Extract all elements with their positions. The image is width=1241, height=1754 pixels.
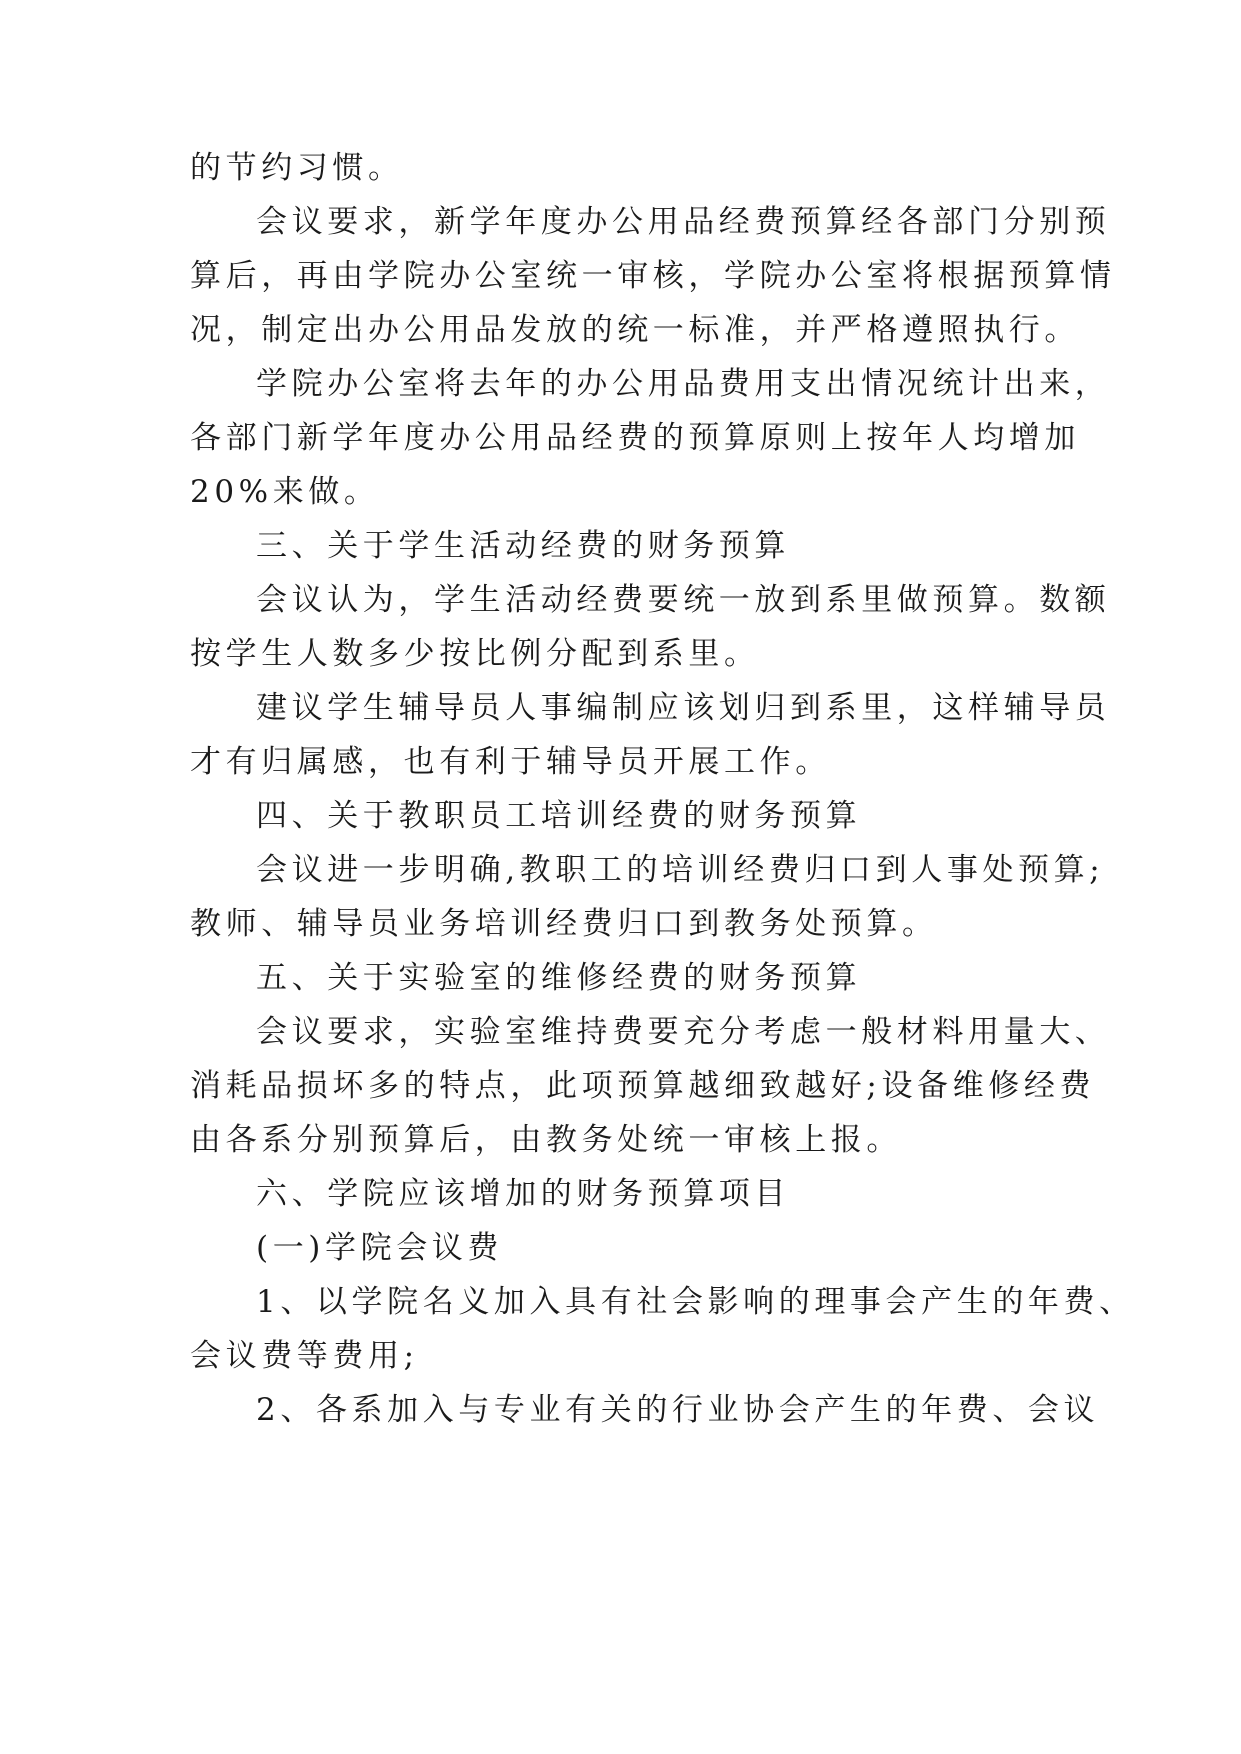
text-line: 才有归属感，也有利于辅导员开展工作。	[190, 744, 831, 780]
text-line: 的节约习惯。	[190, 150, 404, 186]
list-item-line: 1、以学院名义加入具有社会影响的理事会产生的年费、	[256, 1284, 1135, 1320]
paragraph-start-line: 会议进一步明确,教职工的培训经费归口到人事处预算;	[256, 852, 1105, 888]
paragraph-start-line: 建议学生辅导员人事编制应该划归到系里，这样辅导员	[256, 690, 1111, 726]
section-heading: 六、学院应该增加的财务预算项目	[256, 1176, 790, 1212]
text-line: 按学生人数多少按比例分配到系里。	[190, 636, 760, 672]
text-line: 由各系分别预算后，由教务处统一审核上报。	[190, 1122, 902, 1158]
text-line: 消耗品损坏多的特点，此项预算越细致越好;设备维修经费	[190, 1068, 1096, 1104]
text-line: 各部门新学年度办公用品经费的预算原则上按年人均增加	[190, 420, 1080, 456]
text-line: 况，制定出办公用品发放的统一标准，并严格遵照执行。	[190, 312, 1080, 348]
section-heading: 五、关于实验室的维修经费的财务预算	[256, 960, 862, 996]
text-line: 20%来做。	[190, 474, 380, 510]
paragraph-start-line: 会议要求，新学年度办公用品经费预算经各部门分别预	[256, 204, 1111, 240]
text-line: 会议费等费用;	[190, 1338, 419, 1374]
paragraph-start-line: 会议认为，学生活动经费要统一放到系里做预算。数额	[256, 582, 1111, 618]
text-line: 教师、辅导员业务培训经费归口到教务处预算。	[190, 906, 938, 942]
subsection-heading: (一)学院会议费	[256, 1230, 503, 1266]
paragraph-start-line: 会议要求，实验室维持费要充分考虑一般材料用量大、	[256, 1014, 1111, 1050]
section-heading: 三、关于学生活动经费的财务预算	[256, 528, 790, 564]
list-item-line: 2、各系加入与专业有关的行业协会产生的年费、会议	[256, 1392, 1100, 1428]
paragraph-start-line: 学院办公室将去年的办公用品费用支出情况统计出来，	[256, 366, 1111, 402]
section-heading: 四、关于教职员工培训经费的财务预算	[256, 798, 862, 834]
text-line: 算后，再由学院办公室统一审核，学院办公室将根据预算情	[190, 258, 1116, 294]
